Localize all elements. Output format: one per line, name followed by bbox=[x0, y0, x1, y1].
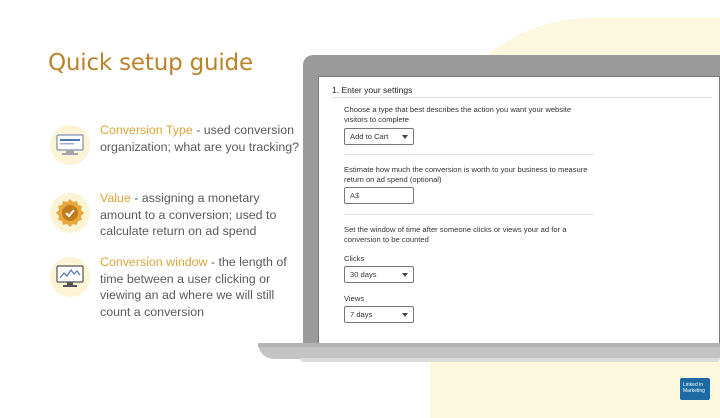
heading-divider bbox=[332, 97, 712, 98]
clicks-value: 30 days bbox=[350, 270, 377, 279]
conversion-type-select[interactable] bbox=[344, 128, 414, 145]
feature-conversion-window bbox=[50, 254, 300, 320]
feature-text bbox=[100, 254, 300, 320]
value-input-placeholder: A$ bbox=[350, 191, 360, 200]
feature-description: - assigning a monetary amount to a conversion; used to calculate return on ad spend bbox=[100, 191, 277, 238]
logo-line-1: Linked in bbox=[683, 382, 704, 388]
value-question: Estimate how much the conversion is worth to your business to measure return on ad spend (optional) bbox=[344, 165, 588, 184]
feature-description: - the length of time between a user clicking or viewing an ad where we will still count a conversion bbox=[100, 255, 287, 319]
feature-text bbox=[100, 190, 300, 240]
settings-heading: 1. Enter your settings bbox=[332, 85, 413, 95]
views-select[interactable] bbox=[344, 306, 414, 323]
chevron-down-icon bbox=[402, 313, 408, 317]
feature-conversion-type bbox=[50, 122, 300, 165]
chart-monitor-icon bbox=[50, 257, 90, 297]
laptop-screen bbox=[318, 76, 720, 344]
feature-value bbox=[50, 190, 300, 240]
feature-text bbox=[100, 122, 300, 165]
laptop-shadow bbox=[300, 358, 720, 362]
views-value: 7 days bbox=[350, 310, 373, 319]
clicks-select[interactable] bbox=[344, 266, 414, 283]
page-title: Quick setup guide bbox=[48, 50, 253, 76]
window-question: Set the window of time after someone clicks or views your ad for a conversion to be counted bbox=[344, 225, 567, 244]
monitor-icon bbox=[50, 125, 90, 165]
checkmark-badge-icon bbox=[50, 193, 90, 233]
chevron-down-icon bbox=[402, 135, 408, 139]
conversion-type-question: Choose a type that best describes the action you want your website visitors to complete bbox=[344, 105, 572, 124]
feature-highlight: Conversion window bbox=[100, 255, 208, 269]
logo-line-2: Marketing bbox=[683, 388, 705, 394]
linkedin-marketing-logo bbox=[680, 378, 710, 400]
feature-highlight: Conversion Type bbox=[100, 123, 193, 137]
value-input[interactable] bbox=[344, 187, 414, 204]
section-divider bbox=[344, 154, 594, 155]
views-label: Views bbox=[344, 294, 365, 303]
section-divider bbox=[344, 214, 594, 215]
laptop-base-edge bbox=[258, 343, 720, 347]
chevron-down-icon bbox=[402, 273, 408, 277]
conversion-type-value: Add to Cart bbox=[350, 132, 389, 141]
feature-description: - used conversion organization; what are you tracking? bbox=[100, 123, 300, 154]
clicks-label: Clicks bbox=[344, 254, 365, 263]
feature-highlight: Value bbox=[100, 191, 131, 205]
